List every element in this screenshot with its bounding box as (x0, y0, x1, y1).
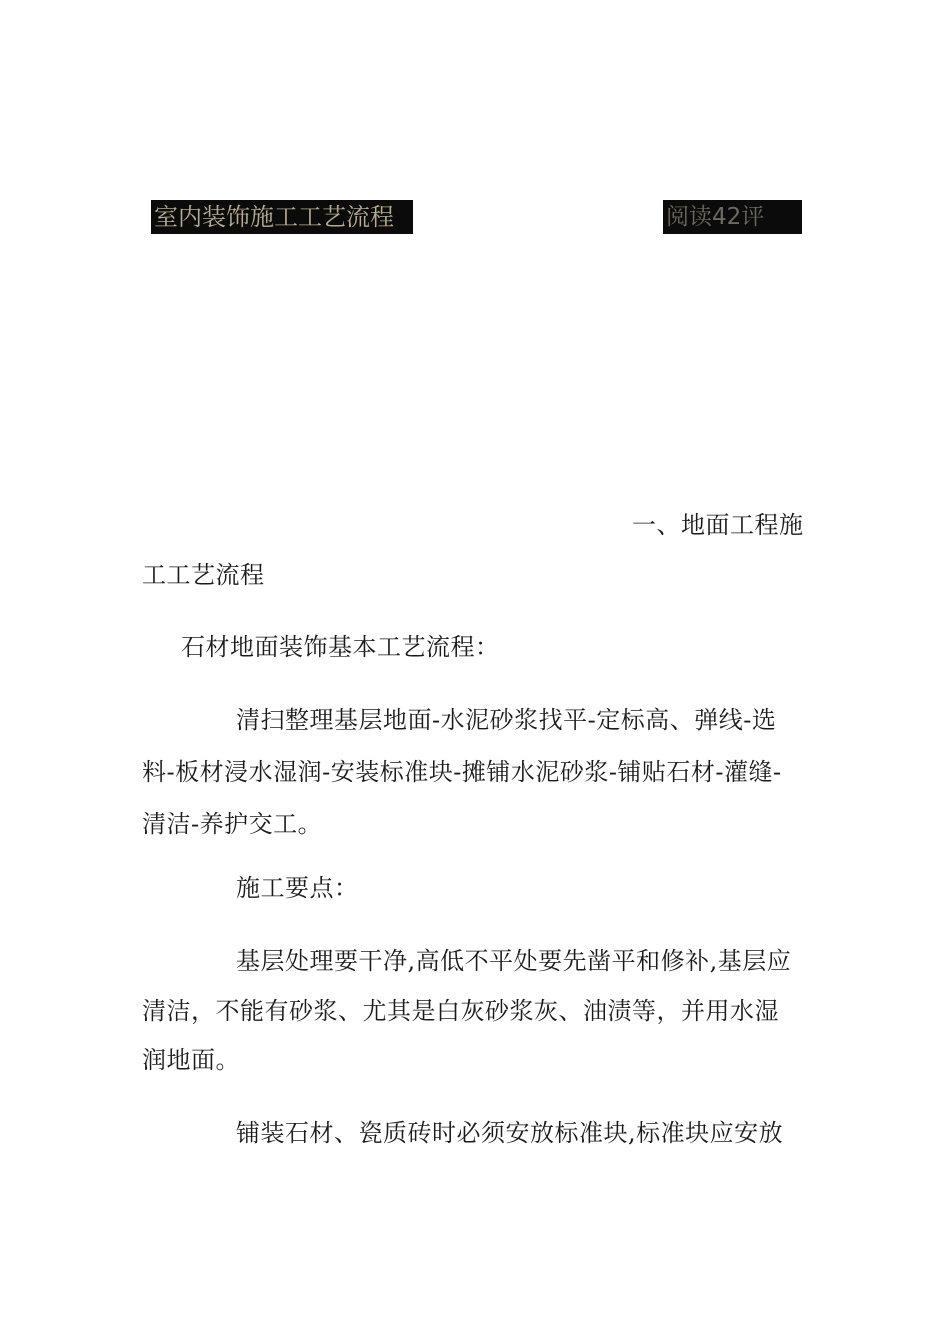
process-line-2: 料-板材浸水湿润-安装标准块-摊铺水泥砂浆-铺贴石材-灌缝- (142, 758, 782, 786)
section-heading-part1: 一、地面工程施 (632, 511, 804, 539)
subsection-title: 石材地面装饰基本工艺流程： (181, 633, 500, 661)
paragraph2-line-1: 铺装石材、瓷质砖时必须安放标准块,标准块应安放 (236, 1119, 784, 1147)
document-title: 室内装饰施工工艺流程 (151, 200, 413, 234)
paragraph1-line-2: 清洁，不能有砂浆、尤其是白灰砂浆灰、油渍等，并用水湿 (142, 997, 779, 1025)
points-title: 施工要点： (236, 874, 359, 902)
section-heading-part2: 工工艺流程 (142, 561, 265, 589)
process-line-3: 清洁-养护交工。 (142, 810, 323, 838)
process-line-1: 清扫整理基层地面-水泥砂浆找平-定标高、弹线-选 (236, 706, 777, 734)
paragraph1-line-3: 润地面。 (142, 1046, 240, 1074)
paragraph1-line-1: 基层处理要干净,高低不平处要先凿平和修补,基层应 (236, 947, 792, 975)
read-count-meta: 阅读42评 (663, 200, 802, 234)
